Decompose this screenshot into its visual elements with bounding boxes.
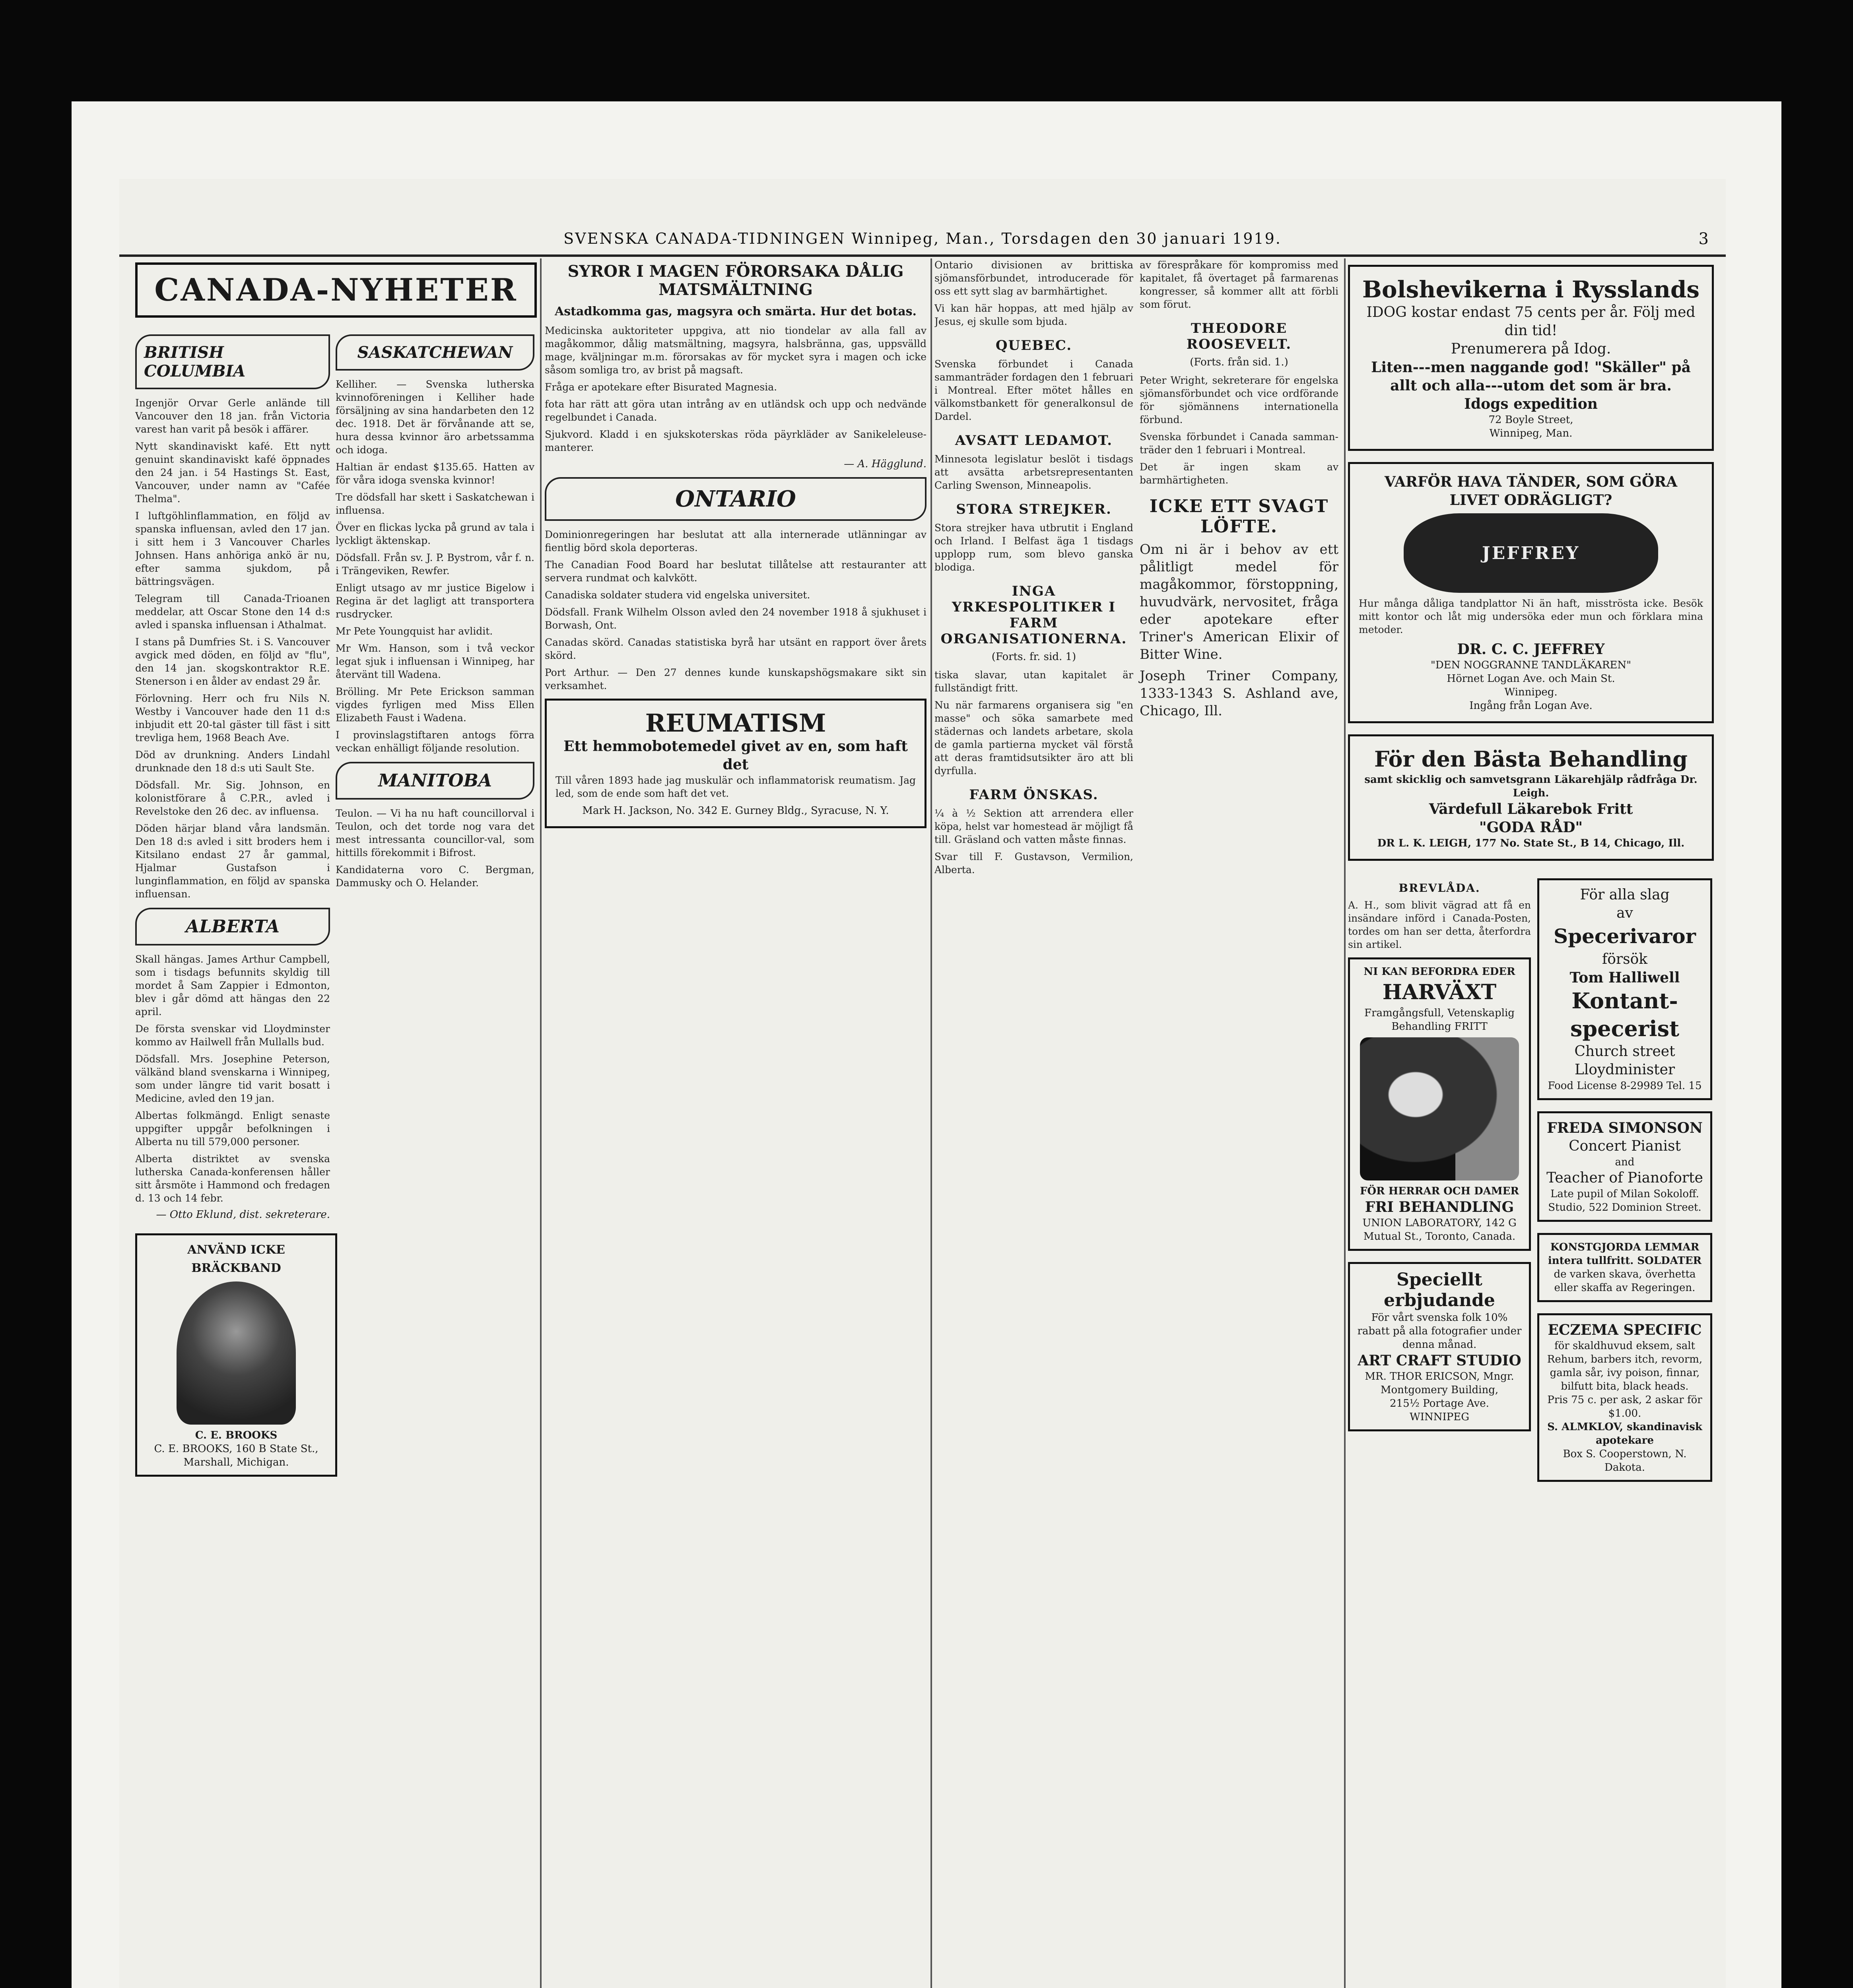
sask-banner: SASKATCHEWAN xyxy=(336,334,534,371)
ad-address: Hörnet Logan Ave. och Main St. xyxy=(1447,673,1615,685)
column-syror-ontario xyxy=(545,258,926,1988)
ad-subheadline: samt skicklig och samvetsgrann Läkarehjälp rådfråga Dr. Leigh. xyxy=(1364,774,1698,799)
reumatism-ad xyxy=(545,699,926,828)
article-paragraph: Vi kan här hoppas, att med hjälp av Jesus, ej skulle som bjuda. xyxy=(934,303,1133,327)
article-paragraph: Dominionregeringen har beslutat att alla internerade utlänningar av fientlig börd skola deporteras. xyxy=(545,529,926,553)
ad-body: de varken skava, överhetta eller skaffa av Regeringen. xyxy=(1554,1268,1696,1294)
ad-caption: FÖR HERRAR OCH DAMER xyxy=(1360,1185,1519,1197)
article-paragraph: Dödsfall. Mr. Sig. Johnson, en kolonistförare å C.P.R., avled i Revelstoke den 26 dec. av influensa. xyxy=(135,779,330,817)
article-paragraph: Albertas folkmängd. Enligt senaste uppgifter uppgår befolkningen i Alberta nu till 579,000 personer. xyxy=(135,1110,330,1147)
article-paragraph: Kelliher. — Svenska lutherska kvinnoföreningen i Kelliher hade försäljning av sina handarbeten den 12 dec. 1918. Det är förvånande att se, hura dessa kvinnor äro arbetssamma och idoga. xyxy=(336,379,534,456)
halliwell-ad xyxy=(1537,878,1712,1100)
ad-line: Church street xyxy=(1574,1043,1675,1060)
article-headline: ICKE ETT SVAGT LÖFTE. xyxy=(1149,496,1329,537)
ad-tagline: "DEN NOGGRANNE TANDLÄKAREN" xyxy=(1430,659,1632,671)
article-paragraph: Medicinska auktoriteter uppgiva, att nio tiondelar av alla fall av magåkommor, dålig matsmältning, magsyra, halsbränna, gas, uppsvälld mage, kväljningar m.m. förorsakas av för mycket syra i magen och icke såsom somliga tro, av brist på magsaft. xyxy=(545,325,926,376)
section-title: BREVLÅDA. xyxy=(1398,881,1480,895)
ad-line: IDOG kostar endast 75 cents per år. Följ med din tid! xyxy=(1366,304,1696,339)
manitoba-banner: MANITOBA xyxy=(336,762,534,800)
article-paragraph: Mr Pete Youngquist har avlidit. xyxy=(336,625,493,637)
ad-headline: ECZEMA SPECIFIC xyxy=(1548,1322,1702,1338)
article-paragraph: Fråga er apotekare efter Bisurated Magnesia. xyxy=(545,381,777,393)
bolsheviks-ad xyxy=(1348,265,1714,451)
masthead xyxy=(119,223,1726,257)
brooks-ad xyxy=(135,1233,337,1477)
ad-line: Food License 8-29989 Tel. 15 xyxy=(1548,1080,1702,1092)
article-headline: STORA STREJKER. xyxy=(956,501,1112,517)
ad-line: FRI BEHANDLING xyxy=(1365,1199,1514,1215)
ad-line: av xyxy=(1616,905,1633,921)
ad-line: MR. THOR ERICSON, Mngr. xyxy=(1365,1371,1514,1382)
ad-headline: För den Bästa Behandling xyxy=(1374,746,1688,772)
ad-note: Ingång från Logan Ave. xyxy=(1469,700,1593,712)
ad-line: "GODA RÅD" xyxy=(1479,819,1583,836)
article-paragraph: Haltian är endast $135.65. Hatten av för våra idoga svenska kvinnor! xyxy=(336,461,534,486)
article-paragraph: Ontario divisionen av brittiska sjömansförbundet, introducerade för oss ett sytt slag av barmhärtighet. xyxy=(934,259,1133,297)
column-rule xyxy=(1344,258,1346,1988)
ad-headline: KONSTGJORDA LEMMAR intera tullfritt. SOLDATER xyxy=(1548,1241,1702,1267)
section-title: CANADA-NYHETER xyxy=(135,262,537,318)
ad-line: Late pupil of Milan Sokoloff. xyxy=(1550,1188,1699,1200)
article-paragraph: Brölling. Mr Pete Erickson samman vigdes fyrligen med Miss Ellen Elizabeth Faust i Wadena. xyxy=(336,686,534,724)
article-paragraph: Död av drunkning. Anders Lindahl drunknade den 18 d:s uti Sault Ste. xyxy=(135,749,330,774)
signature: — A. Hägglund. xyxy=(844,458,926,470)
ad-address: Box S. Cooperstown, N. Dakota. xyxy=(1563,1448,1687,1474)
ad-line: Värdefull Läkarebok Fritt xyxy=(1429,801,1633,817)
article-paragraph: Dödsfall. Mrs. Josephine Peterson, välkänd bland svenskarna i Winnipeg, som under längre tid varit bosatt i Medicine, avled den 19 jan. xyxy=(135,1053,330,1104)
ad-line: Liten---men naggande god! "Skäller" på allt och alla---utom det som är bra. xyxy=(1371,359,1691,394)
article-paragraph: Över en flickas lycka på grund av tala i lyckligt äktenskap. xyxy=(336,522,534,546)
article-paragraph: Dödsfall. Frank Wilhelm Olsson avled den 24 november 1918 å sjukhuset i Borwash, Ont. xyxy=(545,606,926,631)
article-paragraph: Teulon. — Vi ha nu haft councillorval i Teulon, och det torde nog vara det mest intressanta councillor-val, som hittills förekommit i Bifrost. xyxy=(336,808,534,858)
ad-line: Concert Pianist xyxy=(1569,1138,1681,1154)
ad-name: DR. C. C. JEFFREY xyxy=(1457,641,1605,658)
ad-address: UNION LABORATORY, 142 G Mutual St., Toronto, Canada. xyxy=(1362,1217,1517,1242)
ad-city: WINNIPEG xyxy=(1409,1411,1469,1423)
continuation-note: (Forts. från sid. 1.) xyxy=(1190,356,1288,368)
woman-hair-image xyxy=(1360,1037,1519,1180)
article-paragraph: Peter Wright, sekreterare för engelska sjömansförbundet och vice ordförande för sjömännens internationella förbund. xyxy=(1140,375,1338,425)
simonson-ad xyxy=(1537,1111,1712,1222)
article-paragraph: fota har rätt att göra utan intrång av en utländsk och upp och nedvände regelbundet i Canada. xyxy=(545,398,926,423)
ad-line: Teacher of Pianoforte xyxy=(1546,1170,1703,1186)
ad-headline: Bolshevikerna i Rysslands xyxy=(1362,276,1700,303)
article-paragraph: De första svenskar vid Lloydminster kommo av Hailwell från Mullalls bud. xyxy=(135,1023,330,1048)
column-news-3 xyxy=(934,258,1340,1988)
ad-line: NI KAN BEFORDRA EDER xyxy=(1364,966,1515,978)
article-paragraph: Canadiska soldater studera vid engelska universitet. xyxy=(545,589,810,601)
ad-headline: ANVÄND ICKE BRÄCKBAND xyxy=(187,1243,285,1275)
art-craft-ad xyxy=(1348,1262,1531,1431)
article-paragraph: Port Arthur. — Den 27 dennes kunde kunskapshögsmakare sikt sin verksamhet. xyxy=(545,667,926,691)
ad-line: Montgomery Building, xyxy=(1380,1384,1499,1396)
article-paragraph: tiska slavar, utan kapitalet är fullständigt fritt. xyxy=(934,669,1133,694)
article-headline: SYROR I MAGEN FÖRORSAKA DÅLIG MATSMÄLTNING xyxy=(567,262,904,299)
article-paragraph: Enligt utsago av mr justice Bigelow i Regina är det lagligt att transportera rusdrycker. xyxy=(336,582,534,620)
ad-address: Studio, 522 Dominion Street. xyxy=(1548,1202,1701,1213)
article-paragraph: Skall hängas. James Arthur Campbell, som i tisdags befunnits skyldig till mordet å Sam Zappier i Edmonton, blev i går dömd att hängas den 22 april. xyxy=(135,953,330,1017)
ad-name: ART CRAFT STUDIO xyxy=(1358,1352,1521,1369)
article-paragraph: Telegram till Canada-Trioanen meddelar, att Oscar Stone den 14 d:s avled i spanska influensan i Athalmat. xyxy=(135,593,330,631)
article-paragraph: Minnesota legislatur beslöt i tisdags att avsätta arbetsrepresentanten Carling Swenson, Minneapolis. xyxy=(934,453,1133,491)
article-paragraph: Förlovning. Herr och fru Nils N. Westby i Vancouver hade den 11 d:s inbjudit ett 20-tal gäster till fäst i sitt trevliga hem, 1968 Beach Ave. xyxy=(135,693,330,744)
article-headline: FARM ÖNSKAS. xyxy=(969,787,1099,803)
article-paragraph: Tre dödsfall har skett i Saskatchewan i influensa. xyxy=(336,491,534,516)
ad-line: Lloydminister xyxy=(1574,1062,1675,1078)
article-headline: THEODORE ROOSEVELT. xyxy=(1186,320,1292,352)
article-paragraph: A. H., som blivit vägrad att få en insändare införd i Canada-Posten, tordes om han ser detta, återfordra sin artikel. xyxy=(1348,899,1531,950)
column-rule xyxy=(540,258,542,1988)
alberta-banner: ALBERTA xyxy=(135,908,330,945)
ad-name: FREDA SIMONSON xyxy=(1547,1120,1703,1136)
signature: — Otto Eklund, dist. sekreterare. xyxy=(156,1209,330,1221)
ad-city: Winnipeg, Man. xyxy=(1489,427,1573,439)
ontario-banner: ONTARIO xyxy=(545,477,926,521)
eczema-ad xyxy=(1537,1313,1712,1482)
continuation-note: (Forts. fr. sid. 1) xyxy=(991,651,1076,663)
ad-line: Idogs expedition xyxy=(1464,396,1598,412)
article-paragraph: Sjukvord. Kladd i en sjukskoterskas röda päyrkläder av Sanikeleleuse-manterer. xyxy=(545,429,926,453)
ad-address: DR L. K. LEIGH, 177 No. State St., B 14, Chicago, Ill. xyxy=(1377,837,1685,849)
ad-headline: REUMATISM xyxy=(645,709,826,738)
article-paragraph: I luftgöhlinflammation, en följd av spanska influensan, avled den 17 jan. i sitt hem i 3 Vancouver Charles Johnsen. Hans anhöriga ankö är nu, efter samma sjukdom, på bättringsvägen. xyxy=(135,510,330,587)
ad-headline: VARFÖR HAVA TÄNDER, SOM GÖRA LIVET ODRÄGLIGT? xyxy=(1384,474,1678,509)
article-paragraph: Canadas skörd. Canadas statistiska byrå har utsänt en rapport över årets skörd. xyxy=(545,637,926,661)
article-headline: AVSATT LEDAMOT. xyxy=(955,433,1113,448)
ad-name: S. ALMKLOV, skandinavisk apotekare xyxy=(1547,1421,1702,1446)
ad-price: Pris 75 c. per ask, 2 askar för $1.00. xyxy=(1547,1394,1702,1419)
contact-line: Svar till F. Gustavson, Vermilion, Alberta. xyxy=(934,851,1133,876)
article-paragraph: Det är ingen skam av barmhärtigheten. xyxy=(1140,461,1338,486)
ad-body: Till våren 1893 hade jag muskulär och inflammatorisk reumatism. Jag led, som de ende som haft det vet. xyxy=(556,775,916,799)
article-paragraph: Kandidaterna voro C. Bergman, Dammusky och O. Helander. xyxy=(336,864,534,889)
article-paragraph: Nu när farmarens organisera sig "en masse" och söka samarbete med städernas och landets arbetare, skola de gamla partierna mycket väl förstå att deras framtidsutsikter äro att bli dyrfulla. xyxy=(934,699,1133,777)
ad-subheadline: Framgångsfull, Vetenskaplig Behandling FRITT xyxy=(1364,1007,1515,1033)
ad-headline: Speciellt erbjudande xyxy=(1384,1270,1495,1310)
article-paragraph: ¼ à ½ Sektion att arrendera eller köpa, helst var homestead är möjligt få till. Gräsland och vatten måste finnas. xyxy=(934,808,1133,845)
ad-body: För vårt svenska folk 10% rabatt på alla fotografier under denna månad. xyxy=(1357,1312,1522,1351)
article-paragraph: Om ni är i behov av ett pålitligt medel för magåkommor, förstoppning, huvudvärk, nervositet, fråga eder apotekare efter Triner's American Elixir of Bitter Wine. xyxy=(1140,542,1338,662)
portrait-image xyxy=(177,1281,296,1425)
article-paragraph: Dödsfall. Från sv. J. P. Bystrom, vår f. n. i Trängeviken, Rewfer. xyxy=(336,552,534,577)
bc-section xyxy=(135,327,330,1227)
bc-banner: BRITISH COLUMBIA xyxy=(135,334,330,389)
article-paragraph: Stora strejker hava utbrutit i England och Irland. I Belfast äga 1 tisdags upplopp rum, som blevo ganska blodiga. xyxy=(934,522,1133,573)
ad-line: and xyxy=(1615,1156,1635,1168)
ad-headline: HARVÄXT xyxy=(1382,980,1497,1004)
jeffrey-ad xyxy=(1348,462,1714,723)
ad-body: för skaldhuvud eksem, salt Rehum, barbers itch, revorm, gamla sår, ivy poison, finnar, bilfutt bita, black heads. xyxy=(1547,1340,1703,1392)
ad-address: C. E. BROOKS, 160 B State St., Marshall, Michigan. xyxy=(154,1443,319,1468)
article-subheadline: Astadkomma gas, magsyra och smärta. Hur det botas. xyxy=(555,305,917,318)
article-headline: INGA YRKESPOLITIKER I FARM ORGANISATIONERNA. xyxy=(940,583,1127,647)
ad-line: Tom Halliwell xyxy=(1569,969,1680,986)
ad-subheadline: Ett hemmobotemedel givet av en, som haft det xyxy=(563,738,908,773)
ad-line: Prenumerera på Idog. xyxy=(1451,341,1611,357)
column-canada-nyheter xyxy=(135,258,537,1988)
contact-line: Joseph Triner Company, 1333-1343 S. Ashland ave, Chicago, Ill. xyxy=(1140,668,1338,719)
harvaxt-ad xyxy=(1348,957,1531,1251)
article-paragraph: Mr Wm. Hanson, som i två veckor legat sjuk i influensan i Winnipeg, har återvänt till Wadena. xyxy=(336,643,534,680)
ad-city: Winnipeg. xyxy=(1504,686,1558,698)
masthead-text: SVENSKA CANADA-TIDNINGEN Winnipeg, Man., Torsdagen den 30 januari 1919. xyxy=(563,230,1282,247)
ad-address: 215½ Portage Ave. xyxy=(1390,1398,1489,1409)
dental-plate-image: JEFFREY xyxy=(1404,513,1658,593)
newspaper-page xyxy=(119,179,1726,1988)
lemmar-ad xyxy=(1537,1233,1712,1302)
article-paragraph: I provinslagstiftaren antogs förra veckan enhälligt följande resolution. xyxy=(336,729,534,754)
article-paragraph: Nytt skandinaviskt kafé. Ett nytt genuint skandinaviskt kafé öppnades den 24 jan. i 54 Hastings St. East, Vancouver, under namn av "Cafée Thelma". xyxy=(135,441,330,505)
ad-line: specerist xyxy=(1570,1016,1680,1041)
ad-line: Kontant- xyxy=(1571,988,1678,1013)
article-paragraph: av förespråkare för kompromiss med kapitalet, få övertaget på farmarenas kongresser, så kommer allt att förbli som förut. xyxy=(1140,259,1338,310)
ad-address: 72 Boyle Street, xyxy=(1488,414,1573,426)
article-paragraph: I stans på Dumfries St. i S. Vancouver avgick med döden, en följd av "flu", den 14 jan. skogskontraktor R.E. Stenerson i en ålder av endast 29 år. xyxy=(135,636,330,687)
column-rule xyxy=(930,258,932,1988)
article-paragraph: Döden härjar bland våra landsmän. Den 18 d:s avled i sitt broders hem i Kitsilano endast 27 år gammal, Hjalmar Gustafson i lunginflammation, en följd av spanska influensan. xyxy=(135,823,330,900)
ad-line: försök xyxy=(1602,951,1648,967)
column-ads xyxy=(1348,258,1714,1988)
sask-section xyxy=(336,327,534,1227)
article-paragraph: Svenska förbundet i Canada sammanträder fordagen den 1 februari i Montreal. Efter mötet hålles en välkomstbankett för generalkonsul de Dardel. xyxy=(934,358,1133,422)
article-headline: QUEBEC. xyxy=(995,338,1072,353)
leigh-ad xyxy=(1348,734,1714,861)
ad-name: C. E. BROOKS xyxy=(195,1429,278,1441)
ad-line: För alla slag xyxy=(1580,887,1670,903)
article-paragraph: The Canadian Food Board har beslutat tillåtelse att restauranter att servera rundmat och kalvkött. xyxy=(545,559,926,584)
ad-body: Hur många dåliga tandplattor Ni än haft, misströsta icke. Besök mitt kontor och låt mig undersöka eder mun och förklara mina metoder. xyxy=(1359,598,1703,635)
article-paragraph: Ingenjör Orvar Gerle anlände till Vancouver den 18 jan. från Victoria varest han varit på besök i affärer. xyxy=(135,397,330,435)
ad-line: Specerivaror xyxy=(1554,924,1696,948)
article-paragraph: Alberta distriktet av svenska lutherska Canada-konferensen håller sitt årsmöte i Hammond och fredagen d. 13 och 14 febr. xyxy=(135,1153,330,1204)
page-number: 3 xyxy=(1698,230,1710,248)
ad-address: Mark H. Jackson, No. 342 E. Gurney Bldg., Syracuse, N. Y. xyxy=(582,805,889,817)
article-paragraph: Svenska förbundet i Canada samman- träder den 1 februari i Montreal. xyxy=(1140,431,1338,456)
